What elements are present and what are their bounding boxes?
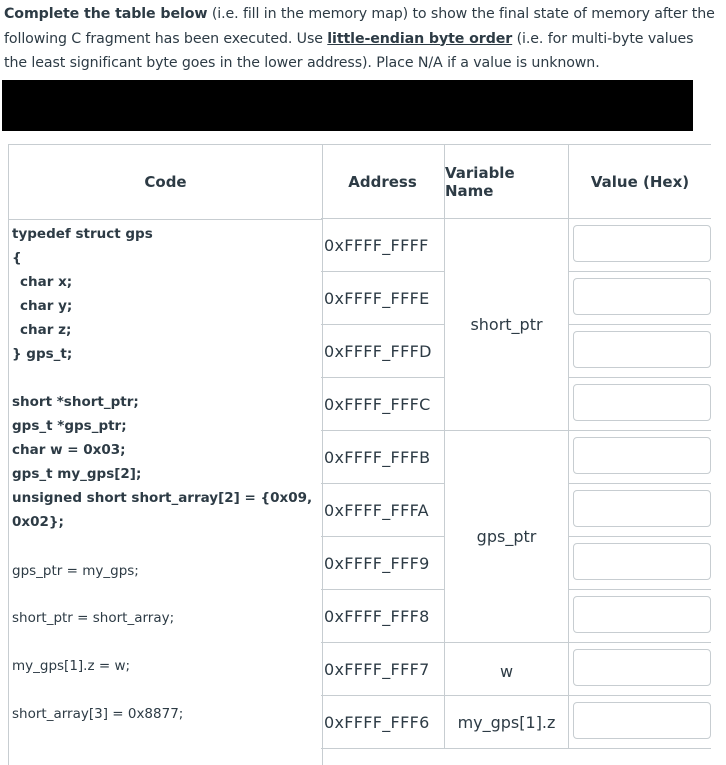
value-input[interactable] [573,225,711,262]
code-line: unsigned short short_array[2] = {0x09, [12,490,313,506]
code-line: gps_t my_gps[2]; [12,466,142,482]
value-cell [569,219,711,272]
value-input[interactable] [573,702,711,739]
memory-map-table [321,144,711,765]
address-header: Address [321,145,445,219]
value-cell [569,537,711,590]
instructions-text [4,2,720,76]
variable-header: Variable Name [445,145,569,219]
instructions-part1: (i.e. fill in the memory map) to show the final state of memory after the following C fragment has been executed. Use [4,6,715,47]
address-cell: 0xFFFF_FFF9 [321,537,445,590]
variable-cell-gps-ptr: gps_ptr [445,431,569,643]
code-line: short_array[3] = 0x8877; [12,706,184,722]
address-cell: 0xFFFF_FFFD [321,325,445,378]
address-cell: 0xFFFF_FFFF [321,219,445,272]
value-header: Value (Hex) [569,145,711,219]
code-line: gps_t *gps_ptr; [12,418,127,434]
code-line: short_ptr = short_array; [12,610,175,626]
value-cell [569,325,711,378]
code-line: my_gps[1].z = w; [12,658,131,674]
value-input[interactable] [573,437,711,474]
variable-cell-short-ptr: short_ptr [445,219,569,431]
instructions-part2: (i.e. for multi-byte values the least significant byte goes in the lower address). Place N/A if a value is unknown. [4,30,694,71]
instructions-lead: Complete the table below [4,6,208,22]
redacted-block [2,80,693,131]
code-header: Code [9,145,322,220]
value-input[interactable] [573,649,711,686]
value-input[interactable] [573,331,711,368]
value-input[interactable] [573,384,711,421]
code-line: 0x02}; [12,514,64,530]
address-cell: 0xFFFF_FFFE [321,272,445,325]
value-cell [569,696,711,749]
value-input[interactable] [573,543,711,580]
value-cell [569,643,711,696]
code-column [8,144,323,765]
address-cell: 0xFFFF_FFF6 [321,696,445,749]
code-line: char x; [20,274,73,290]
value-input[interactable] [573,278,711,315]
code-line: char z; [20,322,72,338]
variable-cell-w: w [445,643,569,696]
code-line: { [12,250,22,266]
value-cell [569,272,711,325]
address-cell: 0xFFFF_FFFA [321,484,445,537]
little-endian-link[interactable]: little-endian byte order [327,30,513,47]
address-cell: 0xFFFF_FFF8 [321,590,445,643]
address-cell: 0xFFFF_FFFC [321,378,445,431]
value-cell [569,484,711,537]
code-line: short *short_ptr; [12,394,139,410]
address-cell: 0xFFFF_FFF7 [321,643,445,696]
code-line: gps_ptr = my_gps; [12,563,139,579]
code-line: } gps_t; [12,346,73,362]
value-cell [569,590,711,643]
code-line: typedef struct gps [12,226,153,242]
variable-cell-my-gps-1-z: my_gps[1].z [445,696,569,749]
value-input[interactable] [573,596,711,633]
value-cell [569,378,711,431]
value-input[interactable] [573,490,711,527]
address-cell: 0xFFFF_FFFB [321,431,445,484]
value-cell [569,431,711,484]
code-line: char y; [20,298,73,314]
code-line: char w = 0x03; [12,442,126,458]
